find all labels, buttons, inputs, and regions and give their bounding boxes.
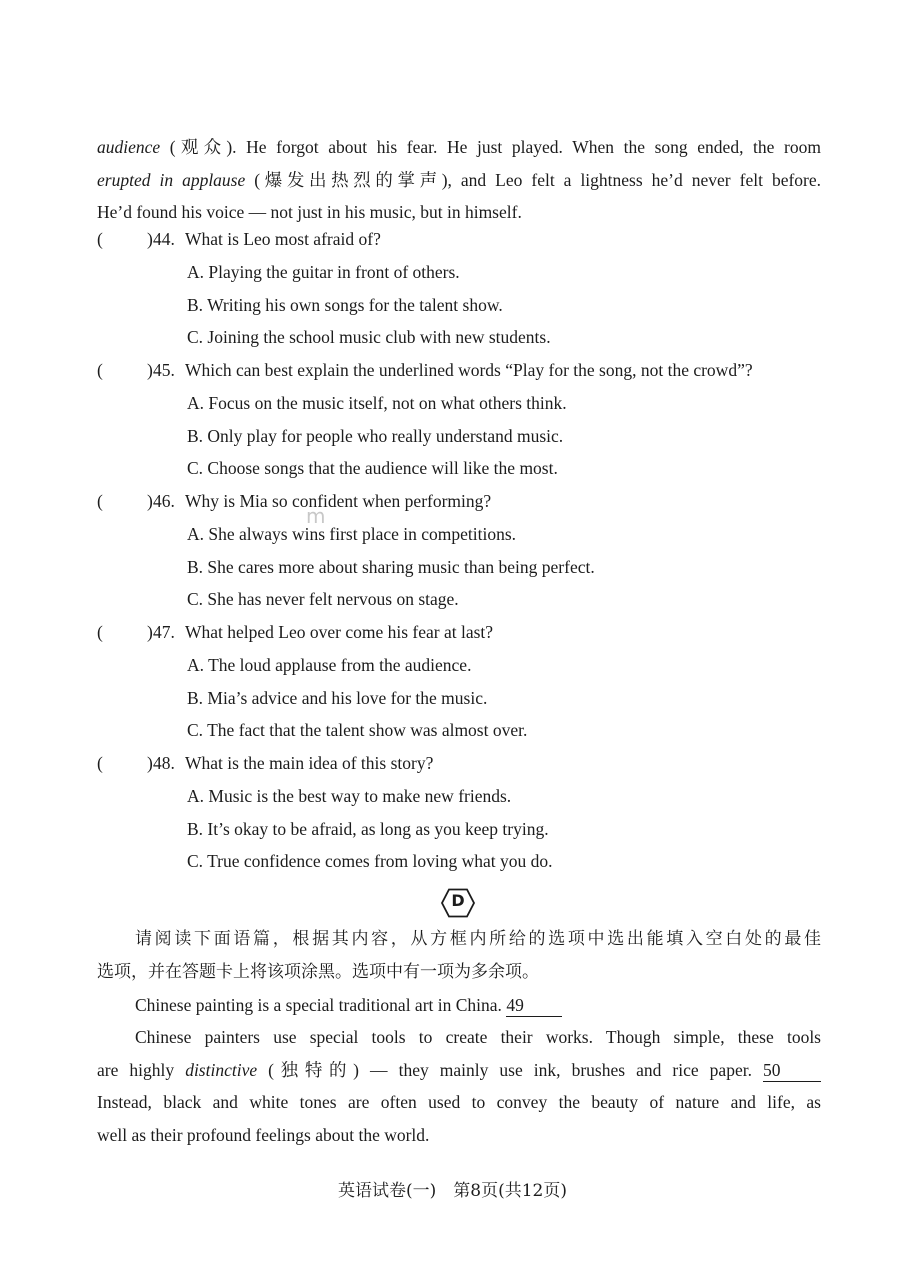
faint-watermark: m <box>306 504 326 528</box>
question-number: 46. <box>153 491 175 511</box>
answer-paren-open[interactable]: ( <box>97 491 103 511</box>
answer-paren-open[interactable]: ( <box>97 229 103 249</box>
answer-paren-open[interactable]: ( <box>97 360 103 380</box>
passage-text: (观众). He forgot about his fear. He just played. When the song ended, the room <box>160 137 821 157</box>
question-number: 44. <box>153 229 175 249</box>
option-46-c: C. She has never felt nervous on stage. <box>187 589 459 609</box>
section-d-instructions <box>97 923 821 988</box>
italic-term-audience: audience <box>97 137 161 157</box>
question-stem: What is the main idea of this story? <box>185 753 434 773</box>
passage-line-3: He’d found his voice — not just in his music, but in himself. <box>97 202 522 223</box>
option-48-c: C. True confidence comes from loving what you do. <box>187 851 553 871</box>
option-45-b: B. Only play for people who really understand music. <box>187 426 564 446</box>
option-47-a: A. The loud applause from the audience. <box>187 655 472 675</box>
answer-paren-close[interactable]: ) <box>147 229 153 249</box>
option-45-c: C. Choose songs that the audience will like the most. <box>187 458 558 478</box>
passage-line-1 <box>97 131 821 164</box>
question-stem: What is Leo most afraid of? <box>185 229 381 249</box>
paragraph-2-line-1: Chinese painters use special tools to create their works. Though simple, these tools <box>135 1027 821 1047</box>
paragraph-2-line-4: well as their profound feelings about the world. <box>97 1125 430 1146</box>
answer-paren-close[interactable]: ) <box>147 491 153 511</box>
answer-paren-open[interactable]: ( <box>97 753 103 773</box>
section-d-badge <box>440 888 476 918</box>
question-stem: What helped Leo over come his fear at last? <box>185 622 494 642</box>
paragraph-2-line-3: Instead, black and white tones are often used to convey the beauty of nature and life, as <box>97 1092 821 1113</box>
passage-d-paragraph-2 <box>97 1021 821 1152</box>
question-number: 45. <box>153 360 175 380</box>
paragraph-text: are highly <box>97 1059 186 1080</box>
question-stem: Why is Mia so confident when performing? <box>185 491 492 511</box>
passage-d-paragraph-1 <box>97 989 821 1022</box>
answer-paren-close[interactable]: ) <box>147 360 153 380</box>
answer-paren-open[interactable]: ( <box>97 622 103 642</box>
answer-paren-close[interactable]: ) <box>147 622 153 642</box>
passage-text: (爆发出热烈的掌声), and Leo felt a lightness he’d never felt before. <box>245 169 822 190</box>
page-footer: 英语试卷(一) 第8页(共12页) <box>338 1181 567 1201</box>
option-44-a: A. Playing the guitar in front of others. <box>187 262 460 282</box>
instruction-line-1: 请阅读下面语篇，根据其内容，从方框内所给的选项中选出能填入空白处的最佳 <box>135 929 821 949</box>
option-44-c: C. Joining the school music club with new students. <box>187 327 551 347</box>
passage-c-ending <box>97 131 821 229</box>
question-48 <box>97 753 821 786</box>
option-47-c: C. The fact that the talent show was almost over. <box>187 720 528 740</box>
question-number: 48. <box>153 753 175 773</box>
question-45 <box>97 360 821 393</box>
section-letter: D <box>451 891 465 910</box>
paragraph-1-line <box>97 989 821 1022</box>
answer-paren-close[interactable]: ) <box>147 753 153 773</box>
paragraph-2-line-2 <box>97 1054 821 1087</box>
option-47-b: B. Mia’s advice and his love for the music. <box>187 688 488 708</box>
option-48-a: A. Music is the best way to make new friends. <box>187 786 512 806</box>
question-number: 47. <box>153 622 175 642</box>
option-45-a: A. Focus on the music itself, not on what others think. <box>187 393 567 413</box>
blank-50[interactable]: 50 <box>763 1059 821 1082</box>
option-46-b: B. She cares more about sharing music than being perfect. <box>187 557 595 577</box>
option-46-a: A. She always wins first place in competitions. <box>187 524 517 544</box>
paragraph-text: (独特的) — they mainly use ink, brushes and rice paper. <box>257 1059 752 1080</box>
option-44-b: B. Writing his own songs for the talent show. <box>187 295 503 315</box>
question-46 <box>97 491 821 524</box>
option-48-b: B. It’s okay to be afraid, as long as you keep trying. <box>187 819 549 839</box>
blank-49[interactable]: 49 <box>506 994 562 1017</box>
question-47 <box>97 622 821 655</box>
question-44 <box>97 229 821 262</box>
italic-term-applause: erupted in applause <box>97 169 246 190</box>
instruction-line-2: 选项，并在答题卡上将该项涂黑。选项中有一项为多余项。 <box>97 961 539 982</box>
passage-line-2 <box>97 164 821 197</box>
question-stem: Which can best explain the underlined words “Play for the song, not the crowd”? <box>185 360 753 380</box>
italic-term-distinctive: distinctive <box>185 1059 258 1080</box>
paragraph-text: Chinese painting is a special traditional art in China. <box>135 995 502 1015</box>
